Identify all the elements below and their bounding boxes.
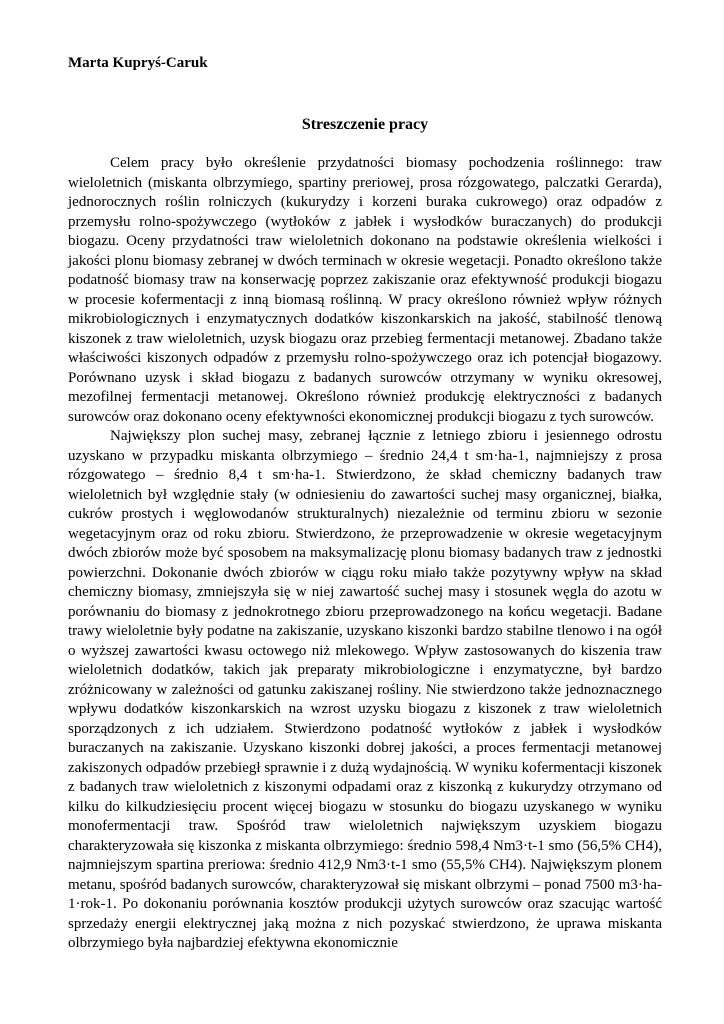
- page-title: Streszczenie pracy: [301, 116, 429, 133]
- author-name: Marta Kupryś-Caruk: [68, 55, 208, 71]
- abstract-paragraph-2: Największy plon suchej masy, zebranej łącznie z letniego zbioru i jesiennego odrostu uzyskano w przypadku miskanta olbrzymiego – średnio 24,4 t sm·ha-1, najmniejszy z prosa rózgowatego – średnio 8,4 t sm·ha-1. Stwierdzono, że skład chemiczny badanych traw wieloletnich był względnie stały (w odniesieniu do zawartości suchej masy organicznej, białka, cukrów prostych i węglowodanów strukturalnych) niezależnie od terminu zbioru w sezonie wegetacyjnym oraz od roku zbioru. Stwierdzono, że przeprowadzenie w okresie wegetacyjnym dwóch zbiorów może być sposobem na maksymalizację plonu biomasy badanych traw z jednostki powierzchni. Dokonanie dwóch zbiorów w ciągu roku miało także pozytywny wpływ na skład chemiczny biomasy, zmniejszyła się w niej zawartość suchej masy i stosunek węgla do azotu w porównaniu do biomasy z jednokrotnego zbioru przeprowadzonego na końcu wegetacji. Badane trawy wieloletnie były podatne na zakiszanie, uzyskano kiszonki bardzo stabilne tlenowo i na ogół o wyższej zawartości kwasu octowego niż mlekowego. Wpływ zastosowanych do kiszenia traw wieloletnich dodatków, takich jak preparaty mikrobiologiczne i enzymatyczne, był bardzo zróżnicowany w zależności od gatunku zakiszanej rośliny. Nie stwierdzono także jednoznacznego wpływu dodatków kiszonkarskich na wzrost uzysku biogazu z kiszonek z traw wieloletnich sporządzonych z ich udziałem. Stwierdzono podatność wytłoków z jabłek i wysłodków buraczanych na zakiszanie. Uzyskano kiszonki dobrej jakości, a proces fermentacji metanowej zakiszonych odpadów przebiegł sprawnie i z dużą wydajnością. W wyniku kofermentacji kiszonek z badanych traw wieloletnich z kiszonymi odpadami oraz z kiszonką z kukurydzy otrzymano od kilku do kilkudziesięciu procent więcej biogazu w stosunku do biogazu uzyskanego w wyniku monofermentacji traw. Spośród traw wieloletnich największym uzyskiem biogazu charakteryzowała się kiszonka z miskanta olbrzymiego: średnio 598,4 Nm3·t-1 smo (56,5% CH4), najmniejszym spartina preriowa: średnio 412,9 Nm3·t-1 smo (55,5% CH4). Największym plonem metanu, spośród badanych surowców, charakteryzował się miskant olbrzymi – ponad 7500 m3·ha-1·rok-1. Po dokonaniu porównania kosztów produkcji użytych surowców oraz szacując wartość sprzedaży energii elektrycznej jaką można z nich pozyskać stwierdzono, że uprawa miskanta olbrzymiego była najbardziej efektywna ekonomicznie: [68, 428, 662, 951]
- abstract-body: [68, 154, 662, 954]
- abstract-paragraph-1: Celem pracy było określenie przydatności biomasy pochodzenia roślinnego: traw wieloletnich (miskanta olbrzymiego, spartiny preriowej, prosa rózgowatego, palczatki Gerarda), jednorocznych roślin rolniczych (kukurydzy i korzeni buraka cukrowego) oraz odpadów z przemysłu rolno-spożywczego (wytłoków z jabłek i wysłodków buraczanych) do produkcji biogazu. Oceny przydatności traw wieloletnich dokonano na podstawie określenia wielkości i jakości plonu biomasy zebranej w dwóch terminach w okresie wegetacji. Ponadto określono także podatność biomasy traw na konserwację poprzez zakiszanie oraz efektywność produkcji biogazu w procesie kofermentacji z inną biomasą roślinną. W pracy określono również wpływ różnych mikrobiologicznych i enzymatycznych dodatków kiszonkarskich na jakość, stabilność tlenową kiszonek z traw wieloletnich, uzysk biogazu oraz przebieg fermentacji metanowej. Zbadano także właściwości kiszonych odpadów z przemysłu rolno-spożywczego oraz ich potencjał biogazowy. Porównano uzysk i skład biogazu z badanych surowców otrzymany w wyniku okresowej, mezofilnej fermentacji metanowej. Określono również produkcję elektryczności z badanych surowców oraz dokonano oceny efektywności ekonomicznej produkcji biogazu z tych surowców.: [68, 155, 662, 425]
